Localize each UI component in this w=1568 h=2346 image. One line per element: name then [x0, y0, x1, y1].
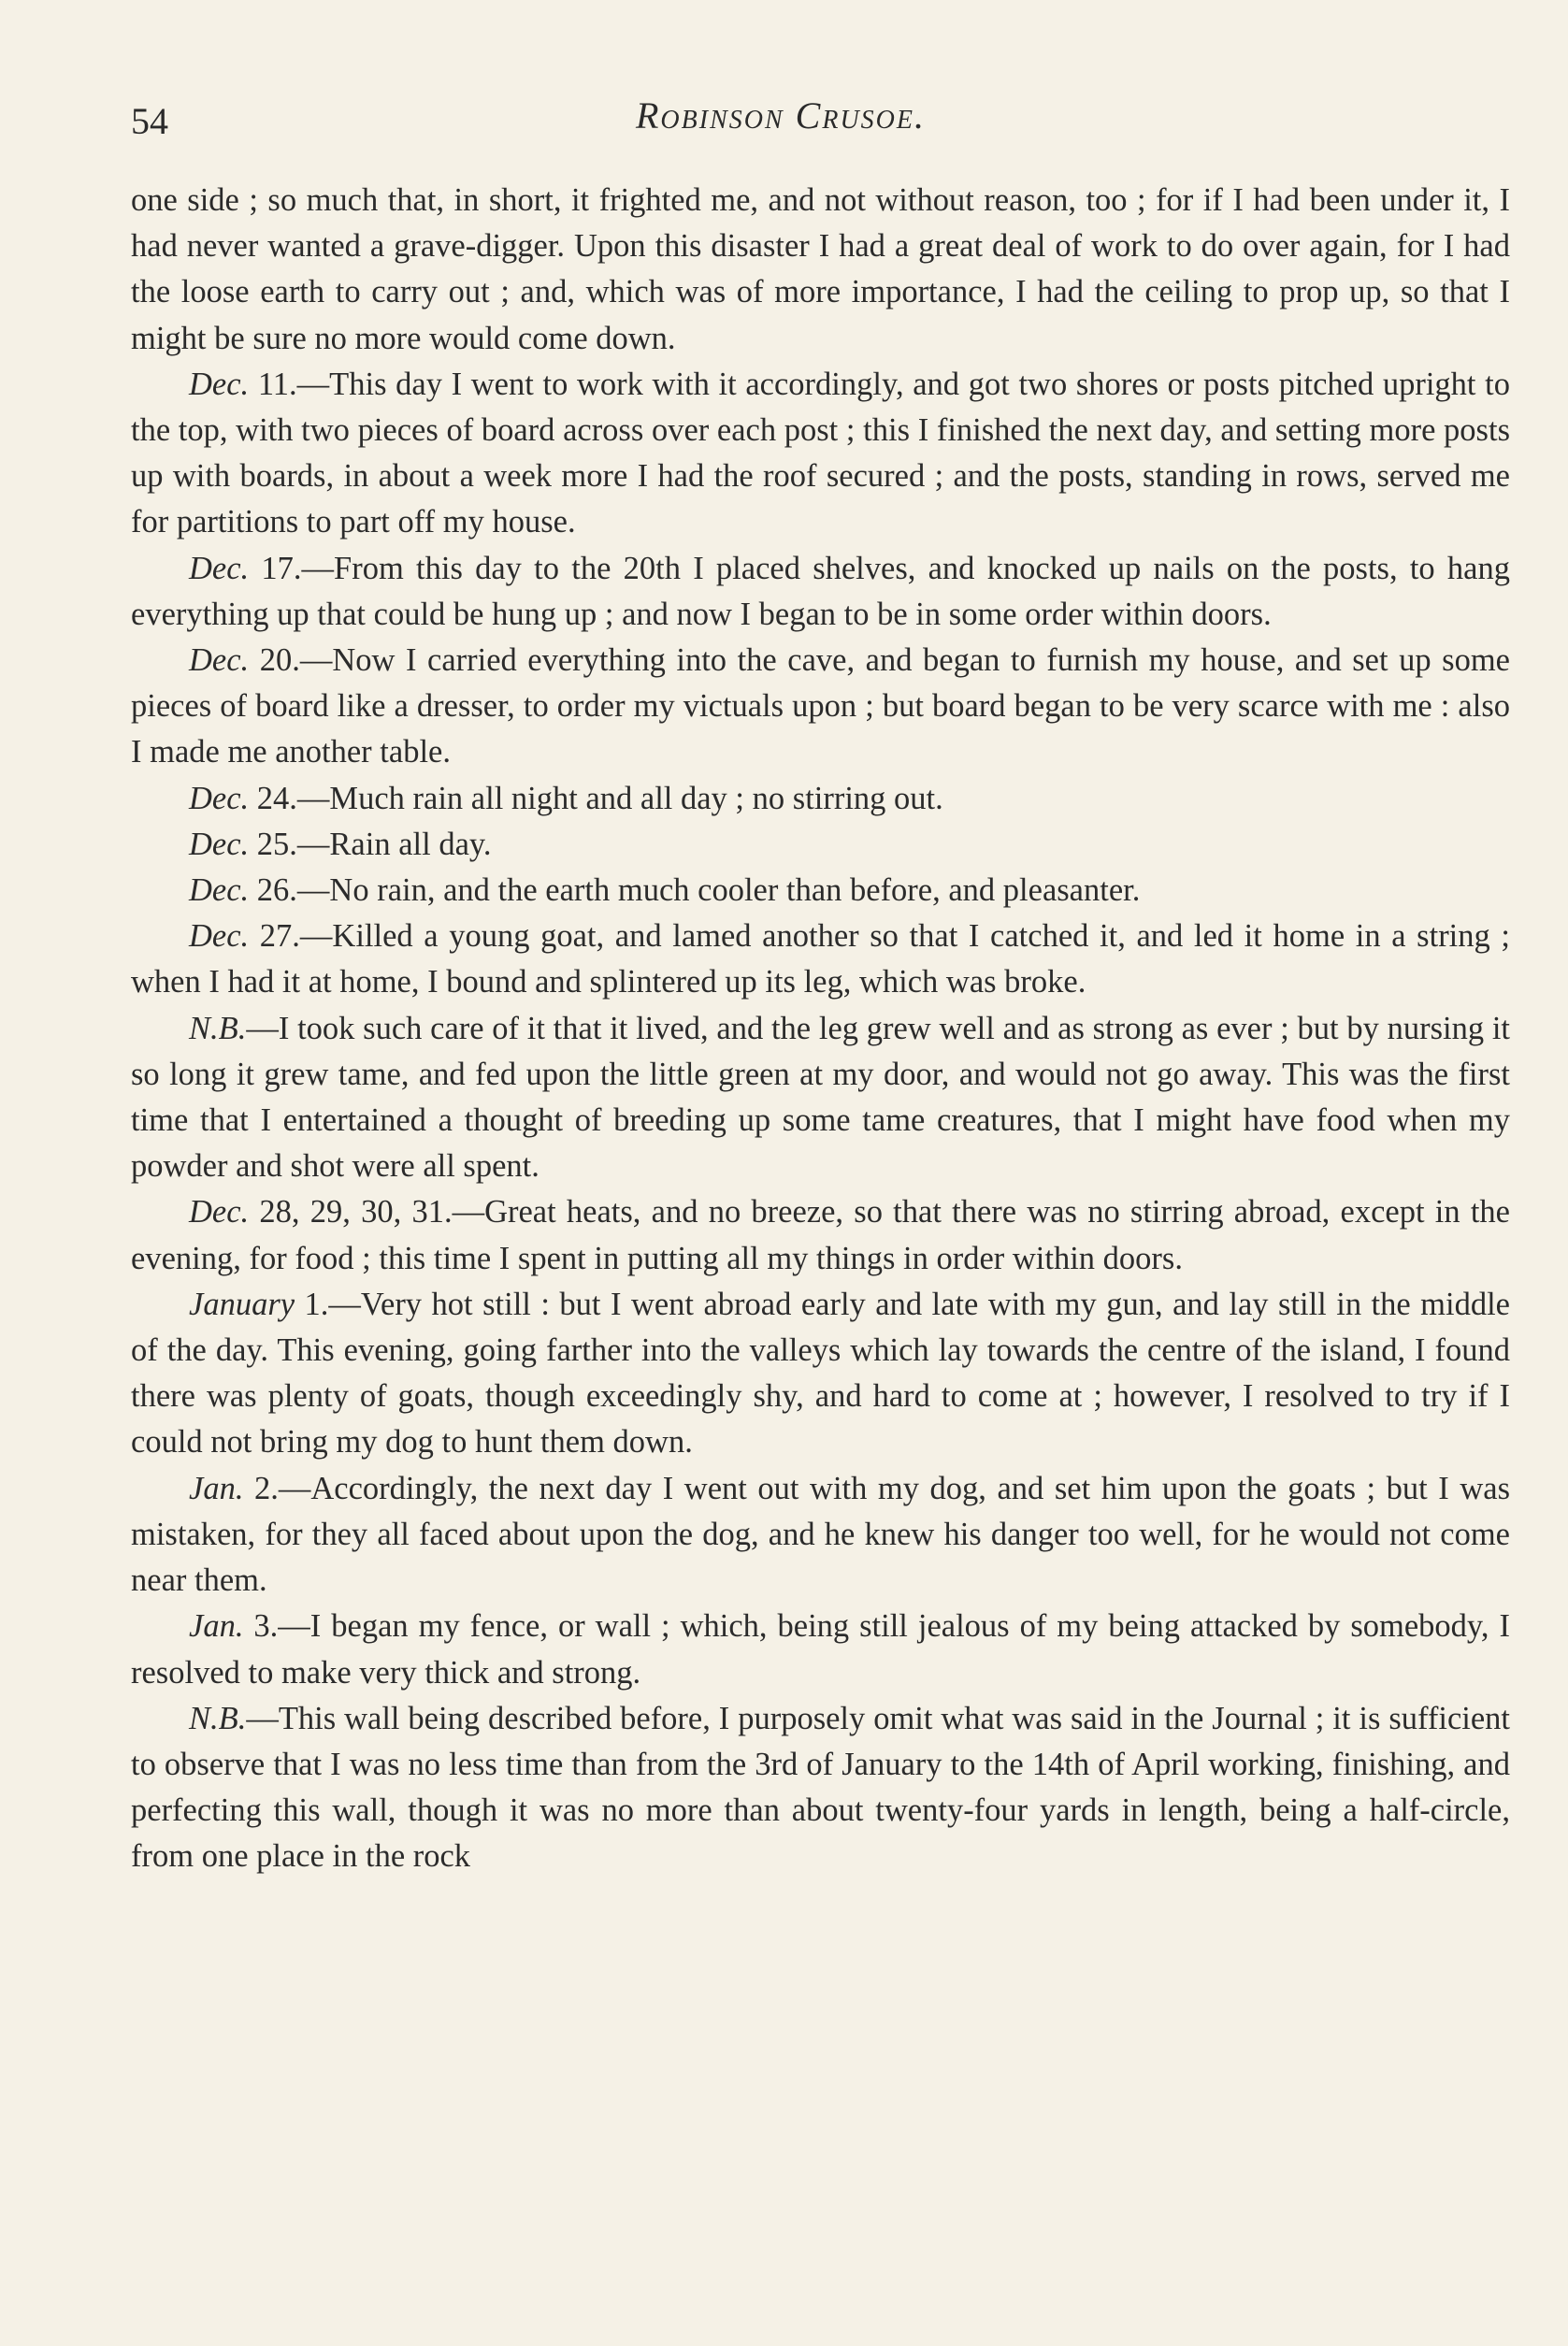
journal-date: Dec. — [189, 918, 250, 955]
journal-date: Dec. — [189, 550, 250, 586]
journal-date: Dec. — [189, 642, 250, 679]
paragraph-text: 11.—This day I went to work with it accordingly, and got two shores or posts pitched upright to the top, with two pieces of board across over each post ; this I finished the next day, and setting more posts up with boards, in about a week more I had the roof secured ; and the posts, standing in rows, served me for partitions to part off my house. — [131, 366, 1510, 540]
paragraph — [131, 822, 1510, 868]
paragraph — [131, 1696, 1510, 1880]
paragraph-text: —I took such care of it that it lived, and the leg grew well and as strong as ever ; but by nursing it so long it grew tame, and fed upon the little green at my door, and would not go away. This was the first time that I entertained a thought of breeding up some tame creatures, that I might have food when my powder and shot were all spent. — [131, 1010, 1510, 1185]
journal-date: N.B. — [189, 1700, 247, 1736]
paragraph-text: 26.—No rain, and the earth much cooler than before, and pleasanter. — [249, 872, 1141, 909]
paragraph — [131, 1466, 1510, 1605]
paragraph — [131, 1006, 1510, 1190]
journal-date: N.B. — [189, 1010, 247, 1046]
page-number: 54 — [131, 100, 168, 142]
paragraph-text: one side ; so much that, in short, it frighted me, and not without reason, too ; for if I had been under it, I had never wanted a grave-digger. Upon this disaster I had a great deal of work to do over again, for I had the loose earth to carry out ; and, which was of more importance, I had the ceiling to prop up, so that I might be sure no more would come down. — [131, 182, 1510, 356]
paragraph-text: 17.—From this day to the 20th I placed shelves, and knocked up nails on the posts, to hang everything up that could be hung up ; and now I began to be in some order within doors. — [131, 550, 1510, 632]
paragraph-text: 24.—Much rain all night and all day ; no stirring out. — [249, 780, 943, 816]
paragraph — [131, 1189, 1510, 1281]
paragraph-text: 27.—Killed a young goat, and lamed another so that I catched it, and led it home in a string ; when I had it at home, I bound and splintered up its leg, which was broke. — [131, 918, 1510, 1000]
journal-date: January — [189, 1286, 295, 1322]
paragraph-text: —This wall being described before, I purposely omit what was said in the Journal ; it is sufficient to observe that I was no less time than from the 3rd of January to the 14th of April working, finishing, and perfecting this wall, though it was no more than about twenty-four yards in length, being a half-circle, from one place in the rock — [131, 1700, 1510, 1875]
paragraph — [131, 776, 1510, 822]
paragraph — [131, 362, 1510, 546]
journal-date: Dec. — [189, 826, 250, 862]
paragraph — [131, 914, 1510, 1005]
journal-date: Dec. — [189, 872, 250, 909]
journal-date: Jan. — [189, 1470, 244, 1506]
paragraph — [131, 546, 1510, 638]
paragraph-text: 20.—Now I carried everything into the cave, and began to furnish my house, and set up some pieces of board like a dresser, to order my victuals upon ; but board began to be very scarce with me : also I made me another table. — [131, 642, 1510, 770]
journal-date: Dec. — [189, 366, 250, 402]
running-title: Robinson Crusoe. — [636, 94, 926, 137]
paragraph — [131, 178, 1510, 362]
paragraph-text: 28, 29, 30, 31.—Great heats, and no breeze, so that there was no stirring abroad, except in the evening, for food ; this time I spent in putting all my things in order within doors. — [131, 1194, 1510, 1276]
paragraph-text: 1.—Very hot still : but I went abroad early and late with my gun, and lay still in the middle of the day. This evening, going farther into the valleys which lay towards the centre of the island, I found there was plenty of goats, though exceedingly shy, and hard to come at ; however, I resolved to try if I could not bring my dog to hunt them down. — [131, 1286, 1510, 1461]
body-text — [131, 178, 1510, 1880]
paragraph-text: 2.—Accordingly, the next day I went out with my dog, and set him upon the goats ; but I was mistaken, for they all faced about upon the dog, and he knew his danger too well, for he would not come near them. — [131, 1470, 1510, 1599]
paragraph — [131, 638, 1510, 776]
journal-date: Jan. — [189, 1608, 244, 1645]
paragraph — [131, 868, 1510, 914]
paragraph-text: 25.—Rain all day. — [249, 826, 492, 862]
journal-date: Dec. — [189, 780, 250, 816]
page-header — [131, 86, 1510, 151]
paragraph-text: 3.—I began my fence, or wall ; which, being still jealous of my being attacked by somebody, I resolved to make very thick and strong. — [131, 1608, 1510, 1691]
paragraph — [131, 1604, 1510, 1695]
journal-date: Dec. — [189, 1194, 250, 1231]
paragraph — [131, 1282, 1510, 1466]
